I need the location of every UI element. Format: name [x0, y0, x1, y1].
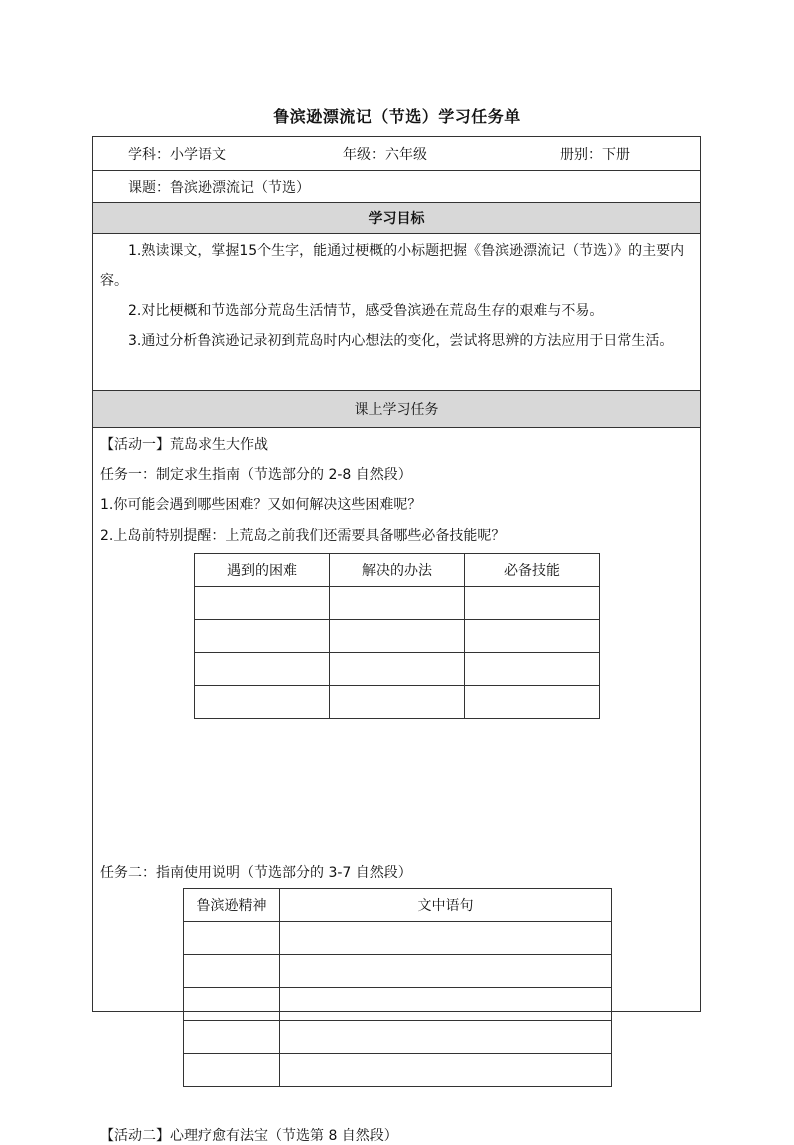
blank-cell[interactable] [184, 922, 280, 955]
table-header: 解决的办法 [330, 554, 465, 587]
blank-cell[interactable] [330, 620, 465, 653]
objectives-heading: 学习目标 [368, 211, 425, 227]
volume-label: 册别：下册 [560, 146, 630, 163]
blank-cell[interactable] [280, 1021, 612, 1054]
blank-cell[interactable] [280, 955, 612, 988]
spirit-table [183, 888, 612, 1087]
blank-cell[interactable] [195, 587, 330, 620]
objective-item: 2.对比梗概和节选部分荒岛生活情节，感受鲁滨逊在荒岛生存的艰难与不易。 [128, 303, 604, 319]
blank-cell[interactable] [465, 620, 600, 653]
table-header: 文中语句 [280, 889, 612, 922]
blank-cell[interactable] [330, 587, 465, 620]
blank-cell[interactable] [465, 587, 600, 620]
question-two: 2.上岛前特别提醒：上荒岛之前我们还需要具备哪些必备技能呢？ [100, 528, 506, 544]
objectives-body [93, 234, 700, 391]
blank-cell[interactable] [330, 653, 465, 686]
tasks-body [93, 428, 700, 1144]
objective-item: 3.通过分析鲁滨逊记录初到荒岛时内心想法的变化，尝试将思辨的方法应用于日常生活。 [128, 333, 674, 349]
blank-cell[interactable] [184, 955, 280, 988]
difficulty-table [194, 553, 600, 719]
blank-cell[interactable] [280, 988, 612, 1021]
table-header: 鲁滨逊精神 [184, 889, 280, 922]
table-header: 遇到的困难 [195, 554, 330, 587]
tasks-heading-row [93, 391, 700, 428]
blank-cell[interactable] [465, 653, 600, 686]
blank-cell[interactable] [184, 1054, 280, 1087]
blank-cell[interactable] [280, 1054, 612, 1087]
objective-item: 1.熟读课文，掌握15个生字，能通过梗概的小标题把握《鲁滨逊漂流记（节选）》的主要内容。 [100, 243, 685, 289]
blank-cell[interactable] [195, 653, 330, 686]
info-row [93, 137, 700, 171]
blank-cell[interactable] [280, 922, 612, 955]
worksheet-table [92, 136, 701, 1144]
topic-row [93, 171, 700, 203]
blank-cell[interactable] [195, 686, 330, 719]
table-header: 必备技能 [465, 554, 600, 587]
document-title: 鲁滨逊漂流记（节选）学习任务单 [273, 107, 521, 126]
grade-label: 年级：六年级 [343, 146, 427, 163]
task-one-title: 任务一：制定求生指南（节选部分的 2-8 自然段） [100, 467, 412, 483]
subject-label: 学科：小学语文 [128, 146, 226, 163]
blank-cell[interactable] [184, 1021, 280, 1054]
activity-one-title: 【活动一】荒岛求生大作战 [100, 437, 268, 453]
activity-two-title: 【活动二】心理疗愈有法宝（节选第 8 自然段） [100, 1128, 398, 1144]
blank-cell[interactable] [465, 686, 600, 719]
blank-cell[interactable] [330, 686, 465, 719]
task-two-title: 任务二：指南使用说明（节选部分的 3-7 自然段） [100, 865, 412, 881]
objectives-heading-row [93, 203, 700, 234]
topic-label: 课题：鲁滨逊漂流记（节选） [128, 179, 310, 196]
tasks-heading: 课上学习任务 [354, 402, 439, 418]
question-one: 1.你可能会遇到哪些困难？又如何解决这些困难呢？ [100, 497, 422, 513]
blank-cell[interactable] [184, 988, 280, 1021]
blank-cell[interactable] [195, 620, 330, 653]
